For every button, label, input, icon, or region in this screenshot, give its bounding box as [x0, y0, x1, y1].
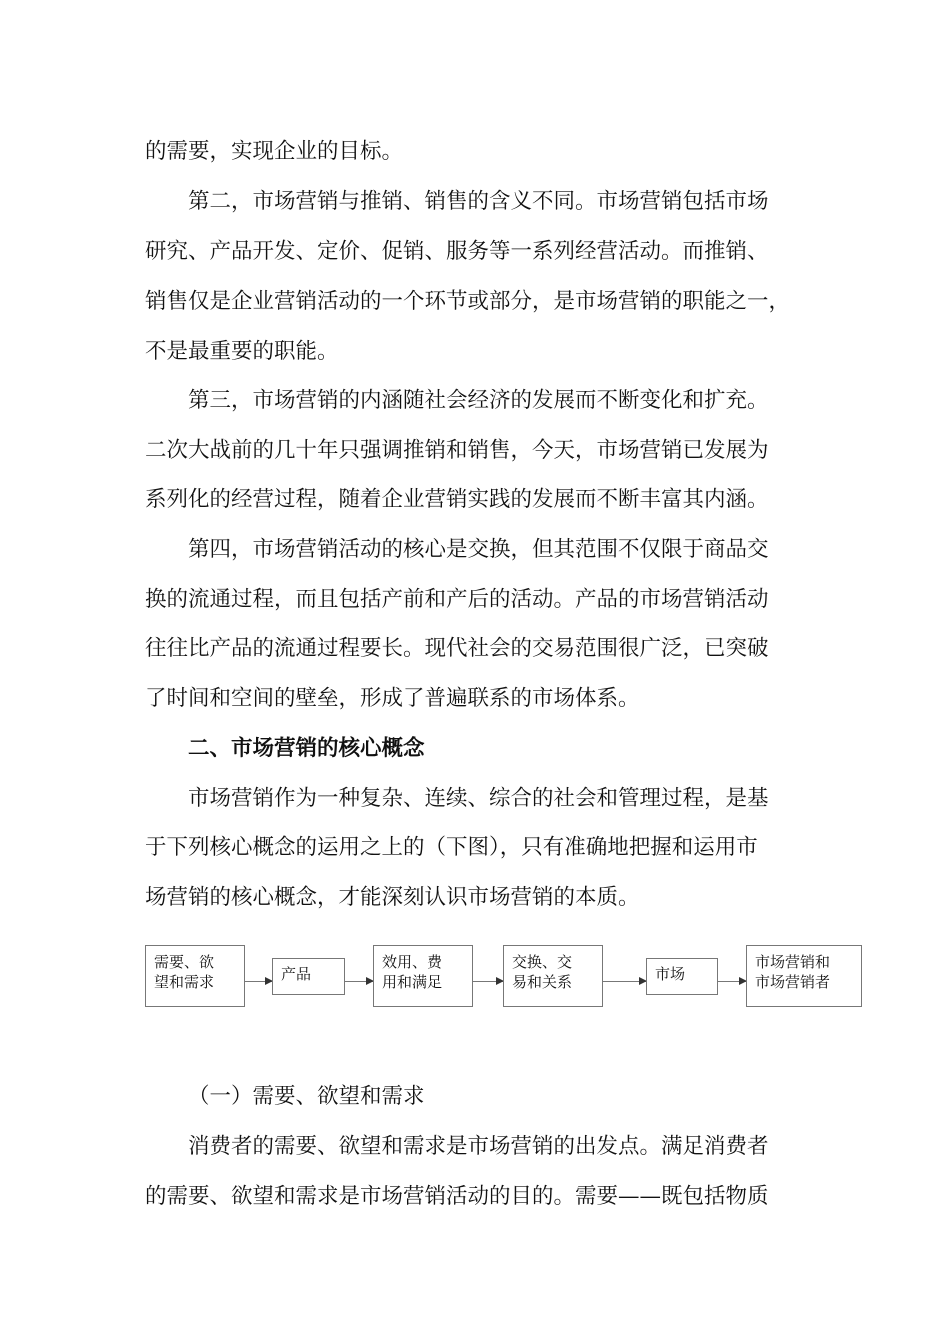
paragraph-line: 系列化的经营过程，随着企业营销实践的发展而不断丰富其内涵。 — [145, 487, 769, 512]
intro-line: 市场营销作为一种复杂、连续、综合的社会和管理过程，是基 — [188, 786, 769, 811]
arrow-icon — [473, 981, 503, 982]
arrow-icon — [718, 981, 746, 982]
paragraph-line: 第二，市场营销与推销、销售的含义不同。市场营销包括市场 — [188, 189, 769, 214]
paragraph-line: 二次大战前的几十年只强调推销和销售，今天，市场营销已发展为 — [145, 438, 769, 463]
section-heading: 二、市场营销的核心概念 — [188, 736, 425, 761]
subheading: （一）需要、欲望和需求 — [188, 1084, 425, 1109]
arrow-icon — [603, 981, 646, 982]
diagram-box-utility: 效用、费 用和满足 — [373, 945, 473, 1007]
paragraph-line: 换的流通过程，而且包括产前和产后的活动。产品的市场营销活动 — [145, 587, 769, 612]
paragraph-line: 往往比产品的流通过程要长。现代社会的交易范围很广泛，已突破 — [145, 636, 769, 661]
paragraph-line: 销售仅是企业营销活动的一个环节或部分，是市场营销的职能之一， — [145, 289, 791, 314]
closing-line: 消费者的需要、欲望和需求是市场营销的出发点。满足消费者 — [188, 1134, 769, 1159]
arrow-icon — [345, 981, 373, 982]
intro-line: 场营销的核心概念，才能深刻认识市场营销的本质。 — [145, 885, 640, 910]
paragraph-line: 第四，市场营销活动的核心是交换，但其范围不仅限于商品交 — [188, 537, 769, 562]
arrow-icon — [245, 981, 272, 982]
intro-line: 于下列核心概念的运用之上的（下图），只有准确地把握和运用市 — [145, 835, 758, 860]
diagram-box-market: 市场 — [646, 958, 718, 995]
paragraph-line: 的需要，实现企业的目标。 — [145, 139, 404, 164]
diagram-box-product: 产品 — [272, 958, 345, 995]
paragraph-line: 第三，市场营销的内涵随社会经济的发展而不断变化和扩充。 — [188, 388, 769, 413]
diagram-box-needs: 需要、欲 望和需求 — [145, 945, 245, 1007]
diagram-box-marketers: 市场营销和 市场营销者 — [746, 945, 862, 1007]
paragraph-line: 不是最重要的职能。 — [145, 339, 339, 364]
closing-line: 的需要、欲望和需求是市场营销活动的目的。需要——既包括物质 — [145, 1184, 769, 1209]
paragraph-line: 了时间和空间的壁垒，形成了普遍联系的市场体系。 — [145, 686, 640, 711]
diagram-box-exchange: 交换、交 易和关系 — [503, 945, 603, 1007]
paragraph-line: 研究、产品开发、定价、促销、服务等一系列经营活动。而推销、 — [145, 239, 769, 264]
